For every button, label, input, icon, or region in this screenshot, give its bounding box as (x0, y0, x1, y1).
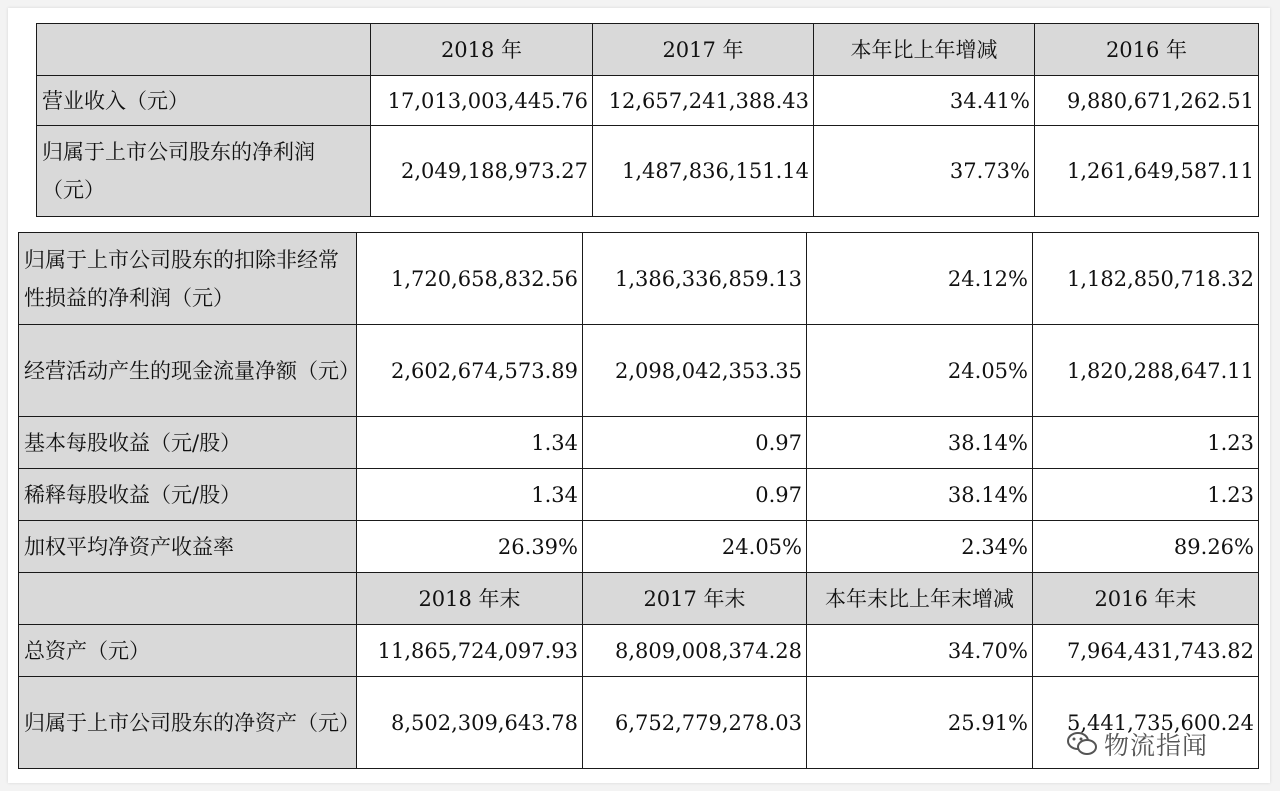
cell-2016: 5,441,735,600.24 (1033, 677, 1259, 769)
cell-2017: 12,657,241,388.43 (593, 76, 814, 126)
cell-2018: 26.39% (357, 521, 583, 573)
header-change-end: 本年末比上年末增减 (807, 573, 1033, 625)
table-row (19, 325, 1259, 417)
subheader-blank-cell (19, 573, 357, 625)
cell-change: 24.05% (807, 325, 1033, 417)
cell-change: 34.70% (807, 625, 1033, 677)
cell-2017: 0.97 (583, 469, 807, 521)
table-row (37, 76, 1259, 126)
cell-change: 38.14% (807, 469, 1033, 521)
cell-2017: 1,487,836,151.14 (593, 126, 814, 217)
cell-change: 25.91% (807, 677, 1033, 769)
row-label: 归属于上市公司股东的扣除非经常性损益的净利润（元） (19, 233, 357, 325)
bottom-financial-table (18, 232, 1259, 769)
watermark (1066, 726, 1208, 762)
cell-2018: 1.34 (357, 417, 583, 469)
header-2018: 2018 年 (371, 24, 593, 76)
cell-2016: 1.23 (1033, 469, 1259, 521)
table-row (19, 417, 1259, 469)
header-2016-end: 2016 年末 (1033, 573, 1259, 625)
cell-2016: 9,880,671,262.51 (1035, 76, 1259, 126)
cell-2017: 24.05% (583, 521, 807, 573)
table-row (19, 521, 1259, 573)
table-row (37, 126, 1259, 217)
header-2018-end: 2018 年末 (357, 573, 583, 625)
header-blank-cell (37, 24, 371, 76)
cell-2018: 1.34 (357, 469, 583, 521)
cell-2017: 6,752,779,278.03 (583, 677, 807, 769)
cell-2018: 11,865,724,097.93 (357, 625, 583, 677)
row-label: 总资产（元） (19, 625, 357, 677)
table-row (19, 625, 1259, 677)
document-page (8, 8, 1270, 783)
cell-change: 24.12% (807, 233, 1033, 325)
cell-2018: 17,013,003,445.76 (371, 76, 593, 126)
row-label: 归属于上市公司股东的净利润（元） (37, 126, 371, 217)
table-row (19, 233, 1259, 325)
table-subheader-row (19, 573, 1259, 625)
cell-2018: 2,049,188,973.27 (371, 126, 593, 217)
top-financial-table (36, 23, 1259, 217)
row-label: 稀释每股收益（元/股） (19, 469, 357, 521)
cell-2018: 2,602,674,573.89 (357, 325, 583, 417)
cell-2018: 1,720,658,832.56 (357, 233, 583, 325)
cell-change: 38.14% (807, 417, 1033, 469)
cell-2016: 89.26% (1033, 521, 1259, 573)
table-row (19, 469, 1259, 521)
row-label: 归属于上市公司股东的净资产（元） (19, 677, 357, 769)
cell-change: 2.34% (807, 521, 1033, 573)
header-change: 本年比上年增减 (814, 24, 1035, 76)
table-header-row (37, 24, 1259, 76)
cell-2016: 1.23 (1033, 417, 1259, 469)
header-2017: 2017 年 (593, 24, 814, 76)
header-2017-end: 2017 年末 (583, 573, 807, 625)
wechat-icon (1066, 731, 1098, 757)
cell-2017: 1,386,336,859.13 (583, 233, 807, 325)
row-label: 经营活动产生的现金流量净额（元） (19, 325, 357, 417)
row-label: 加权平均净资产收益率 (19, 521, 357, 573)
cell-change: 37.73% (814, 126, 1035, 217)
row-label: 基本每股收益（元/股） (19, 417, 357, 469)
cell-2018: 8,502,309,643.78 (357, 677, 583, 769)
header-2016: 2016 年 (1035, 24, 1259, 76)
watermark-text: 物流指闻 (1104, 731, 1209, 760)
cell-2017: 0.97 (583, 417, 807, 469)
cell-change: 34.41% (814, 76, 1035, 126)
cell-2017: 2,098,042,353.35 (583, 325, 807, 417)
cell-2016: 1,820,288,647.11 (1033, 325, 1259, 417)
cell-2016: 7,964,431,743.82 (1033, 625, 1259, 677)
cell-2016: 1,182,850,718.32 (1033, 233, 1259, 325)
cell-2017: 8,809,008,374.28 (583, 625, 807, 677)
cell-2016: 1,261,649,587.11 (1035, 126, 1259, 217)
row-label: 营业收入（元） (37, 76, 371, 126)
